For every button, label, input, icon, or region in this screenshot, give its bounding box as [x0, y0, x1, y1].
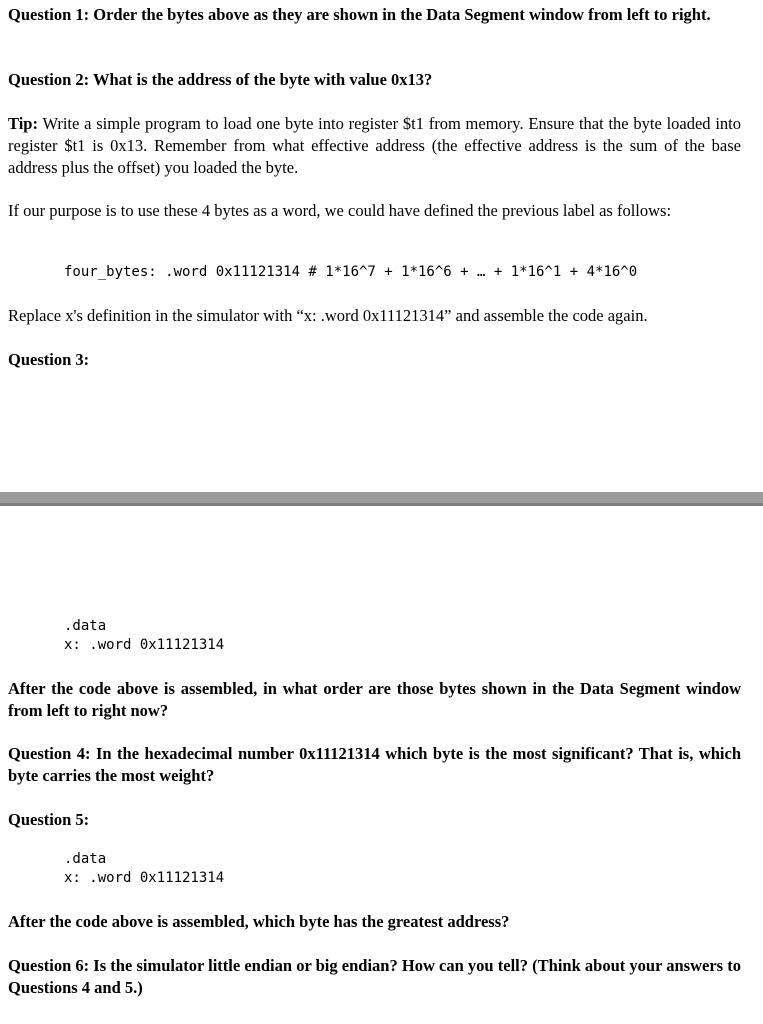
question-5: Question 5: — [8, 810, 90, 829]
question-3-text: After the code above is assembled, in what order are those bytes shown in the Data Segment window from left to right now? — [8, 679, 741, 720]
purpose-paragraph: If our purpose is to use these 4 bytes as a word, we could have defined the previous label as follows: — [8, 201, 672, 220]
question-3: Question 3: — [8, 350, 90, 369]
tip-text: Write a simple program to load one byte into register $t1 from memory. Ensure that the byte loaded into register $t1 is 0x13. Remember from what effective address (the effective address is the sum of the base address plus the offset) you loaded the byte. — [8, 114, 741, 177]
code-word-definition: four_bytes: .word 0x11121314 # 1*16^7 + 1*16^6 + … + 1*16^1 + 4*16^0 — [64, 264, 638, 280]
code-block-1-line-2: x: .word 0x11121314 — [64, 637, 225, 653]
tip-paragraph — [8, 113, 741, 179]
code-block-2-line-1: .data — [64, 851, 107, 867]
tip-label: Tip: — [8, 114, 38, 133]
question-2: Question 2: What is the address of the byte with value 0x13? — [8, 70, 433, 89]
question-5-text: After the code above is assembled, which byte has the greatest address? — [8, 912, 510, 931]
question-1: Question 1: Order the bytes above as they are shown in the Data Segment window from left to right. — [8, 5, 711, 24]
question-6: Question 6: Is the simulator little endian or big endian? How can you tell? (Think about your answers to Questions 4 and 5.) — [8, 956, 741, 997]
code-block-2-line-2: x: .word 0x11121314 — [64, 870, 225, 886]
page-divider — [0, 492, 763, 506]
replace-instruction: Replace x's definition in the simulator with “x: .word 0x11121314” and assemble the code again. — [8, 306, 648, 325]
code-block-1-line-1: .data — [64, 618, 107, 634]
question-4: Question 4: In the hexadecimal number 0x11121314 which byte is the most significant? That is, which byte carries the most weight? — [8, 744, 741, 785]
